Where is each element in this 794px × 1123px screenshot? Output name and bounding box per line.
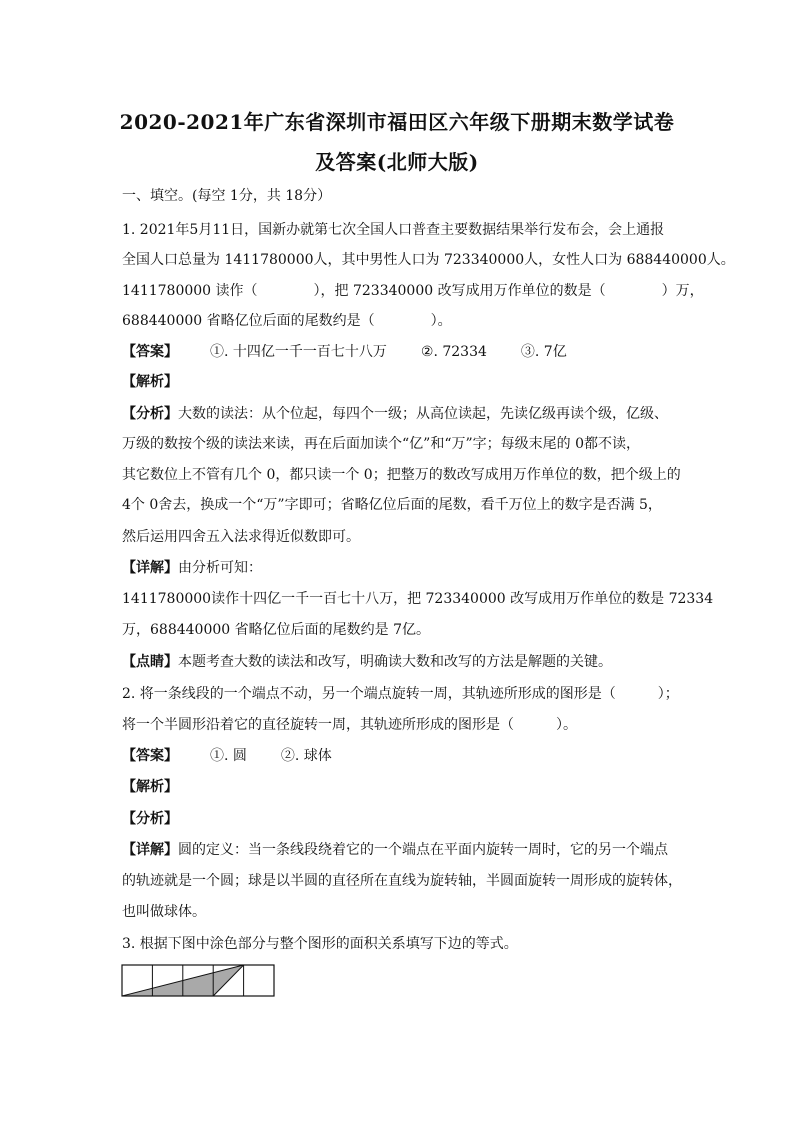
answer-item: ①. 圆	[210, 748, 247, 764]
answer-item: ②. 72334	[420, 344, 487, 360]
dianjing-label: 【点睛】	[122, 654, 178, 670]
document-title-line-1: 2020-2021年广东省深圳市福田区六年级下册期末数学试卷	[119, 110, 675, 134]
question-1-analysis-line-5: 然后运用四舍五入法求得近似数即可。	[122, 529, 360, 545]
question-1-analysis-line-3: 其它数位上不管有几个 0，都只读一个 0；把整万的数改写成用万作单位的数，把个级上的	[122, 467, 681, 483]
document-title-line-2: 及答案(北师大版)	[315, 150, 479, 174]
point-text: 本题考查大数的读法和改写，明确读大数和改写的方法是解题的关键。	[178, 654, 612, 670]
question-1-line-3: 1411780000 读作（ ），把 723340000 改写成用万作单位的数是（ ）万，	[122, 283, 704, 299]
section-heading: 一、填空。(每空 1分，共 18分）	[122, 188, 332, 204]
question-1-detail-line-3: 万，688440000 省略亿位后面的尾数约是 7亿。	[122, 622, 430, 638]
analysis-text: 大数的读法：从个位起，每四个一级；从高位读起，先读亿级再读个级，亿级、	[178, 406, 668, 422]
answer-label: 【答案】	[122, 344, 178, 360]
question-2-answer	[122, 746, 332, 766]
answer-item: ①. 十四亿一千一百七十八万	[210, 344, 387, 360]
question-1-line-1: 1. 2021年5月11日，国新办就第七次全国人口普查主要数据结果举行发布会，会上通报	[122, 222, 665, 238]
question-2-detail-line-2: 的轨迹就是一个圆；球是以半圆的直径所在直线为旋转轴，半圆面旋转一周形成的旋转体，	[122, 873, 682, 889]
question-1-line-4: 688440000 省略亿位后面的尾数约是（ ）。	[122, 313, 452, 329]
shaded-rectangle-figure	[121, 964, 277, 998]
question-2-line-1: 2. 将一条线段的一个端点不动，另一个端点旋转一周，其轨迹所形成的图形是（ ）；	[122, 686, 679, 702]
answer-label: 【答案】	[122, 748, 178, 764]
question-1-analysis-line-2: 万级的数按个级的读法来读，再在后面加读个“亿”和“万”字；每级末尾的 0都不读，	[122, 436, 640, 452]
question-1-answer	[122, 342, 567, 362]
detail-text: 由分析可知：	[178, 560, 262, 576]
question-2-detail-line-3: 也叫做球体。	[122, 904, 206, 920]
xiangjie-label: 【详解】	[122, 560, 178, 576]
question-1-analysis-line-1	[122, 404, 668, 424]
fenxi-label: 【分析】	[122, 811, 178, 827]
answer-item: ②. 球体	[280, 748, 332, 764]
question-2-detail-line-1	[122, 840, 668, 860]
question-1-detail-line-2: 1411780000读作十四亿一千一百七十八万，把 723340000 改写成用万作单位的数是 72334	[122, 591, 714, 607]
question-1-point-line	[122, 652, 612, 672]
question-1-analysis-line-4: 4个 0舍去，换成一个“万”字即可；省略亿位后面的尾数，看千万位上的数字是否满 5，	[122, 497, 662, 513]
question-2-line-2: 将一个半圆形沿着它的直径旋转一周，其轨迹所形成的图形是（ ）。	[122, 717, 577, 733]
answer-item: ③. 7亿	[520, 344, 567, 360]
jiexi-label: 【解析】	[122, 374, 178, 390]
question-1-line-2: 全国人口总量为 1411780000人，其中男性人口为 723340000人，女性人口为 688440000人。	[122, 252, 735, 268]
fenxi-label: 【分析】	[122, 406, 178, 422]
detail-text: 圆的定义：当一条线段绕着它的一个端点在平面内旋转一周时，它的另一个端点	[178, 842, 668, 858]
question-1-detail-line-1	[122, 558, 262, 578]
xiangjie-label: 【详解】	[122, 842, 178, 858]
jiexi-label: 【解析】	[122, 779, 178, 795]
question-3-line-1: 3. 根据下图中涂色部分与整个图形的面积关系填写下边的等式。	[122, 936, 518, 952]
